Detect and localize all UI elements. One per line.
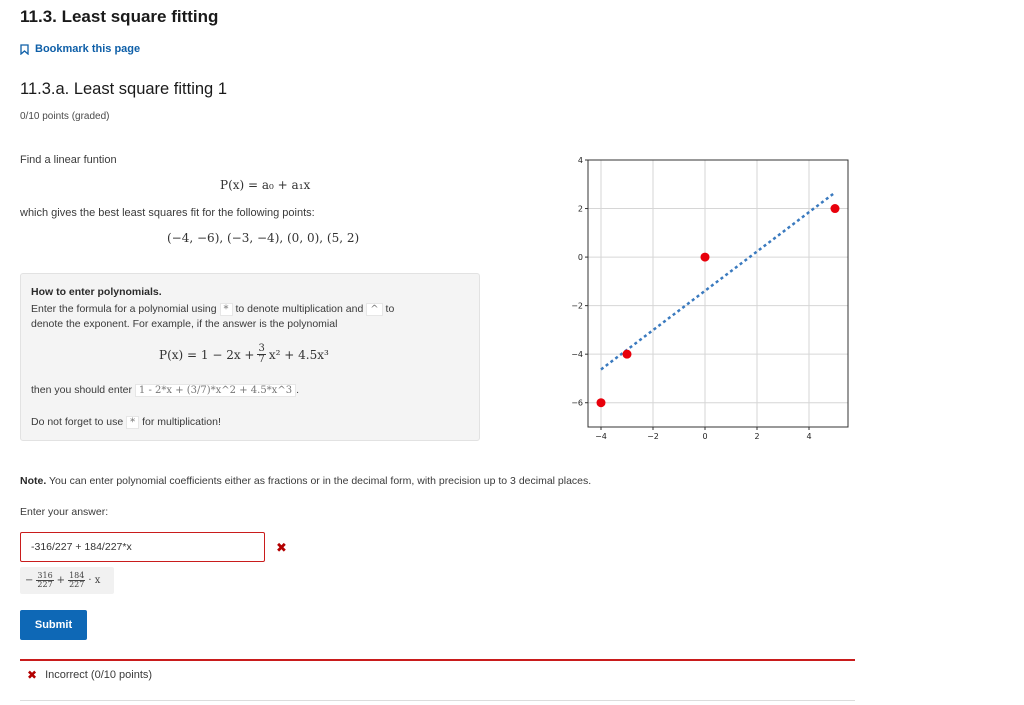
x-tick-label: −2	[647, 432, 659, 440]
hint-line1-c: to	[385, 303, 395, 315]
hint-enter-line	[31, 384, 299, 396]
preview-fraction-2	[68, 572, 85, 589]
problem-points: 0/10 points (graded)	[20, 111, 110, 122]
result-divider	[20, 659, 855, 661]
exp-symbol: ^	[366, 303, 382, 316]
y-tick-label: −4	[571, 350, 583, 360]
hint-box	[20, 273, 480, 441]
data-points-equation: (−4, −6), (−3, −4), (0, 0), (5, 2)	[167, 231, 360, 245]
answer-input[interactable]	[20, 532, 265, 562]
y-tick-label: 2	[577, 204, 583, 214]
bookmark-label: Bookmark this page	[35, 43, 141, 55]
error-icon: ✖	[276, 540, 287, 555]
preview-plus: +	[56, 575, 66, 586]
example-fraction-num: 3	[258, 343, 265, 354]
x-tick-label: 4	[806, 432, 812, 440]
preview-minus: −	[25, 575, 34, 586]
hint-title: How to enter polynomials.	[31, 286, 162, 298]
mult-symbol: *	[220, 303, 233, 316]
fit-instruction: which gives the best least squares fit for the following points:	[20, 207, 315, 219]
example-eq-rhs: x² + 4.5x³	[268, 347, 329, 362]
y-tick-label: −6	[571, 398, 583, 408]
answer-label: Enter your answer:	[20, 506, 109, 518]
hint-line1-a: Enter the formula for a polynomial using	[31, 303, 217, 315]
submit-button[interactable]: Submit	[20, 610, 87, 640]
result-status	[27, 668, 152, 682]
problem-prompt: Find a linear funtion	[20, 154, 117, 166]
y-tick-label: 4	[577, 156, 583, 165]
polynomial-equation: P(x) = a₀ + a₁x	[220, 178, 311, 192]
plot-grid	[588, 160, 848, 427]
problem-title: 11.3.a. Least square fitting 1	[20, 80, 227, 98]
bookmark-button[interactable]	[20, 43, 140, 55]
hint-forget-line	[31, 416, 221, 428]
data-point	[831, 204, 840, 213]
plot-series	[597, 193, 840, 408]
plot-axes	[571, 156, 848, 440]
hint-forget-b: for multiplication!	[142, 416, 221, 428]
example-code: 1 - 2*x + (3/7)*x^2 + 4.5*x^3	[135, 384, 296, 397]
y-tick-label: −2	[571, 301, 583, 311]
preview-den-1: 227	[37, 580, 53, 589]
data-point	[623, 350, 632, 359]
hint-line2: denote the exponent. For example, if the answer is the polynomial	[31, 318, 338, 330]
section-title: 11.3. Least square fitting	[20, 7, 219, 26]
preview-den-2: 227	[69, 580, 85, 589]
answer-preview	[20, 567, 114, 594]
x-tick-label: −4	[595, 432, 607, 440]
result-text: Incorrect (0/10 points)	[45, 669, 153, 681]
preview-num-1: 316	[37, 571, 53, 580]
fit-line	[601, 193, 835, 370]
example-fraction-den: 7	[258, 354, 265, 365]
hint-enter-period: .	[296, 384, 299, 396]
example-polynomial	[159, 344, 329, 365]
hint-enter-label: then you should enter	[31, 384, 132, 396]
data-point	[597, 398, 606, 407]
hint-text	[31, 302, 471, 332]
forget-mult-symbol: *	[126, 416, 139, 429]
preview-fraction-1	[36, 572, 53, 589]
hint-line1-b: to denote multiplication and	[235, 303, 364, 315]
note-text	[20, 475, 591, 487]
example-eq-lhs: P(x) = 1 − 2x +	[159, 347, 255, 362]
bottom-divider	[20, 700, 855, 701]
x-tick-label: 2	[754, 432, 760, 440]
hint-forget-a: Do not forget to use	[31, 416, 124, 428]
incorrect-icon: ✖	[27, 668, 38, 682]
x-tick-label: 0	[702, 432, 708, 440]
scatter-plot	[560, 150, 860, 440]
preview-tail: · x	[88, 575, 101, 586]
preview-num-2: 184	[69, 571, 85, 580]
note-label: Note.	[20, 475, 47, 487]
y-tick-label: 0	[577, 253, 583, 263]
bookmark-icon	[20, 44, 29, 55]
note-body: You can enter polynomial coefficients either as fractions or in the decimal form, with precision up to 3 decimal places.	[48, 475, 592, 487]
data-point	[701, 253, 710, 262]
example-fraction	[257, 344, 265, 365]
